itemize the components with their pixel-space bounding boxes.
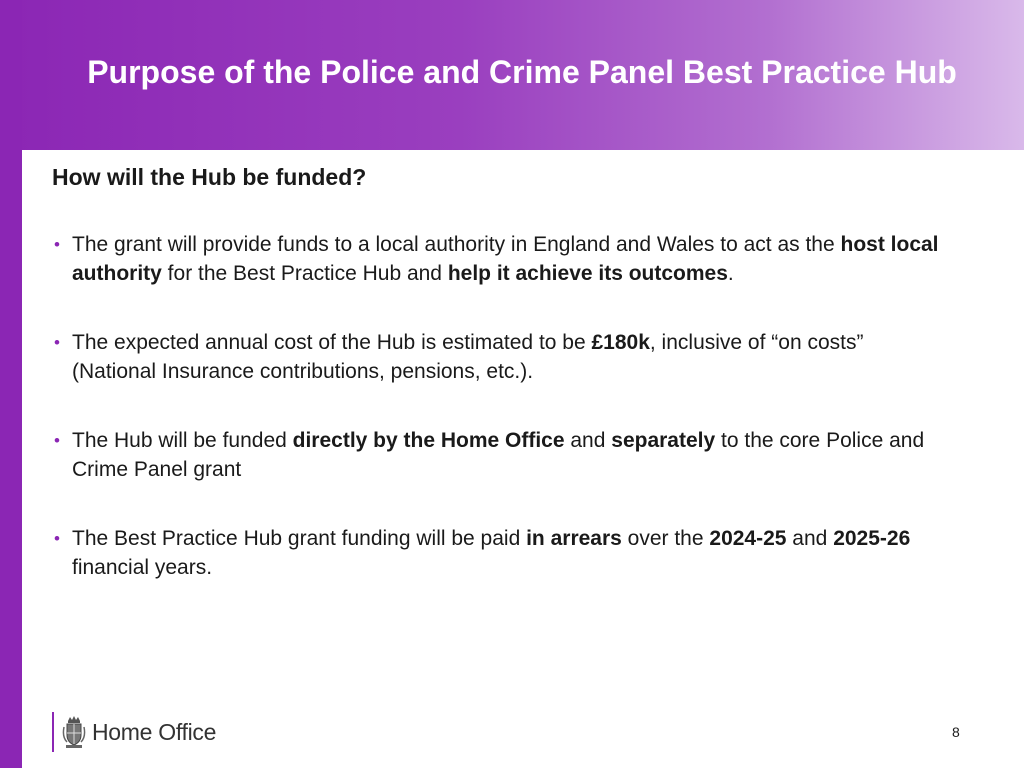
bullet-emphasis: 2025-26 (833, 527, 911, 550)
slide-content (22, 150, 1024, 768)
logo-divider (52, 712, 54, 752)
bullet-emphasis: £180k (591, 331, 650, 354)
bullet-text: and (564, 429, 612, 452)
bullet-text: The Best Practice Hub grant funding will be paid (72, 527, 527, 550)
bullet-text: The Hub will be funded (72, 429, 293, 452)
logo-text: Home Office (92, 718, 217, 745)
page-number: 8 (952, 724, 960, 740)
bullet-text: . (727, 262, 734, 285)
bullet-text: financial years. (72, 556, 213, 579)
bullet-text: for the Best Practice Hub and (161, 262, 448, 285)
bullet-item (52, 328, 952, 386)
home-office-logo (52, 712, 216, 752)
bullet-item (52, 524, 952, 582)
bullet-text: to the core Police and Crime Panel grant (72, 429, 925, 481)
bullet-text: over the (621, 527, 710, 550)
bullet-emphasis: directly by the Home Office (292, 429, 565, 452)
bullet-emphasis: separately (611, 429, 716, 452)
bullet-marker: • (54, 235, 60, 254)
bullet-emphasis: 2024-25 (709, 527, 787, 550)
bullet-text: The grant will provide funds to a local authority in England and Wales to act as the (72, 233, 841, 256)
bullet-marker: • (54, 333, 60, 352)
bullet-item (52, 426, 952, 484)
bullet-marker: • (54, 431, 60, 450)
bullet-emphasis: in arrears (526, 527, 622, 550)
bullet-emphasis: host local authority (72, 233, 939, 285)
bullet-text: , inclusive of “on costs” (National Insurance contributions, pensions, etc.). (72, 331, 864, 383)
bullet-item (52, 230, 952, 288)
bullet-marker: • (54, 529, 60, 548)
header-banner (0, 0, 1024, 150)
bullet-list (52, 230, 952, 622)
bullet-text: and (786, 527, 834, 550)
section-heading: How will the Hub be funded? (52, 164, 367, 190)
bullet-emphasis: help it achieve its outcomes (447, 262, 728, 285)
slide-title: Purpose of the Police and Crime Panel Best Practice Hub (87, 54, 957, 90)
left-accent-bar (0, 0, 22, 768)
royal-crest-icon (62, 715, 86, 749)
bullet-text: The expected annual cost of the Hub is estimated to be (72, 331, 592, 354)
